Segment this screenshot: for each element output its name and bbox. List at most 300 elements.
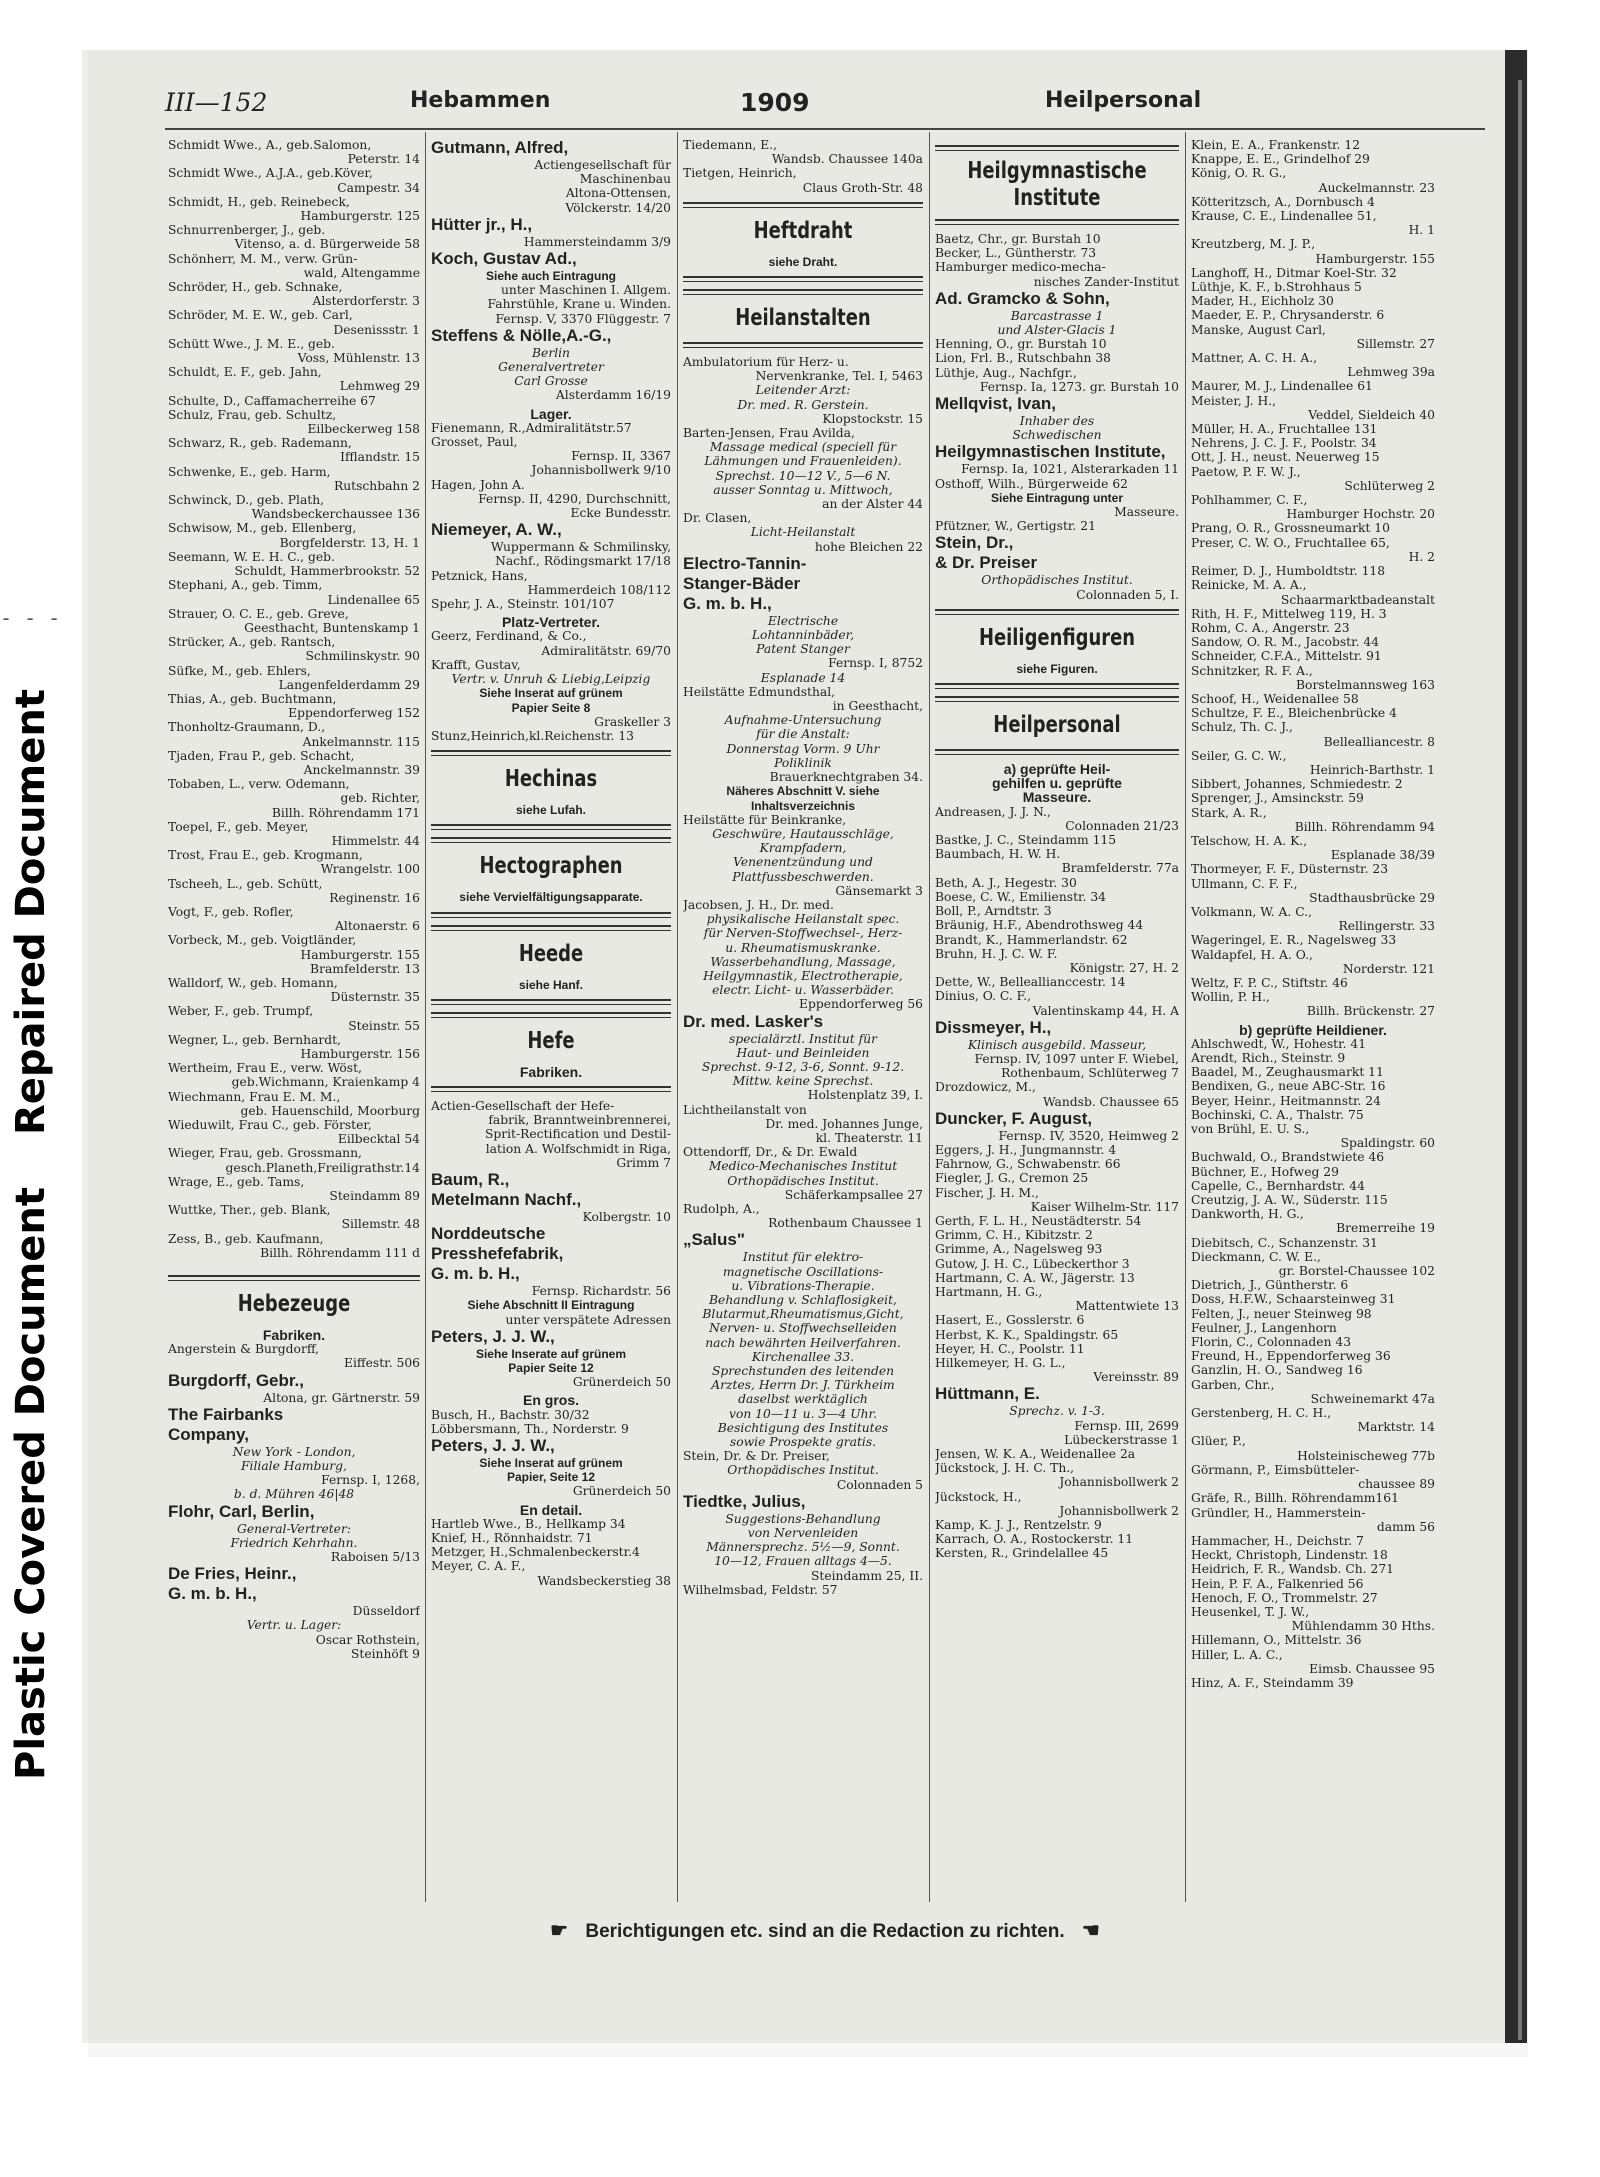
entry-detail: H. 2 [1408, 549, 1435, 564]
directory-entry [1191, 1165, 1435, 1179]
entry-detail: Johannisbollwerk 2 [1059, 1475, 1179, 1490]
directory-entry [1191, 749, 1435, 777]
directory-entry [168, 1146, 420, 1174]
entry-name: Stein, Dr. & Dr. Preiser, [683, 1449, 830, 1464]
section-heading: Heilanstalten [735, 305, 871, 332]
entry-name: Glüer, P., [1191, 1434, 1246, 1449]
section-rule [683, 289, 923, 295]
entry-name: Kersten, R., Grindelallee 45 [935, 1546, 1109, 1561]
entry-detail: Company, [168, 1424, 249, 1444]
section-rule [431, 1086, 671, 1092]
entry-detail: Kaiser Wilhelm-Str. 117 [1030, 1199, 1179, 1214]
directory-entry [168, 664, 420, 692]
directory-entry [935, 533, 1179, 601]
entry-detail: Mühlendamm 30 Hths. [1291, 1619, 1435, 1634]
entry-detail: Maschinenbau [579, 172, 671, 187]
entry-name: Kreutzberg, M. J. P., [1191, 237, 1316, 252]
entry-detail: Friedrich Kehrhahn. [230, 1535, 358, 1550]
entry-name: Schröder, H., geb. Schnake, [168, 280, 343, 295]
entry-name: „Salus" [683, 1230, 745, 1250]
directory-entry [1191, 308, 1435, 322]
section-rule [935, 219, 1179, 225]
entry-detail: Hamburgerstr. 125 [300, 209, 420, 224]
entry-name: Dr. Clasen, [683, 511, 752, 526]
entry-detail: Carl Grosse [514, 374, 588, 389]
entry-name: Peters, J. J. W., [431, 1326, 555, 1346]
entry-name: Capelle, C., Bernhardstr. 44 [1191, 1178, 1365, 1193]
entry-name: Knief, H., Rönnhaidstr. 71 [431, 1530, 593, 1545]
section-rule [935, 609, 1179, 615]
entry-detail: Peterstr. 14 [347, 152, 420, 167]
directory-entry [683, 1449, 923, 1492]
entry-name: Heidrich, F. R., Wandsb. Ch. 271 [1191, 1562, 1394, 1577]
directory-entry [1191, 649, 1435, 663]
column-divider [929, 132, 930, 1902]
entry-detail: Düsternstr. 35 [330, 990, 420, 1005]
entry-detail: Admiralitätstr. 69/70 [541, 643, 671, 658]
entry-detail: Raboisen 5/13 [330, 1550, 420, 1565]
repaired-document-stamp: Repaired Document [8, 689, 54, 1135]
directory-entry [935, 975, 1179, 989]
directory-entry [1191, 1676, 1435, 1690]
category-heading: En detail. [519, 1501, 583, 1518]
entry-name: Schmidt Wwe., A., geb.Salomon, [168, 138, 372, 152]
entry-detail: Grünerdeich 50 [572, 1484, 671, 1499]
directory-entry [1191, 1534, 1435, 1548]
directory-entry [1191, 806, 1435, 834]
entry-detail: Marktstr. 14 [1357, 1420, 1435, 1435]
directory-entry [935, 1171, 1179, 1185]
entry-detail: Filiale Hamburg, [241, 1459, 347, 1474]
directory-entry [168, 635, 420, 663]
entry-detail: Fernsp. I, 1268, [321, 1473, 420, 1488]
directory-entry [1191, 791, 1435, 805]
entry-name: Jückstock, J. H. C. Th., [935, 1461, 1075, 1476]
directory-entry [935, 477, 1179, 520]
entry-name: Weber, F., geb. Trumpf, [168, 1004, 314, 1019]
entry-name: Baetz, Chr., gr. Burstah 10 [935, 232, 1101, 246]
column-divider [677, 132, 678, 1902]
entry-detail: Billh. Röhrendamm 94 [1294, 819, 1435, 834]
entry-name: Hütter jr., H., [431, 214, 533, 234]
entry-name: Schwisow, M., geb. Ellenberg, [168, 521, 357, 536]
entry-detail: Besichtigung des Institutes [717, 1420, 889, 1435]
entry-name: Andreasen, J. J. N., [935, 804, 1051, 819]
directory-entry [168, 1342, 420, 1370]
page-footer [165, 1918, 1485, 1943]
directory-entry [168, 806, 420, 820]
directory-entry [683, 685, 923, 813]
entry-detail: Alsterdorferstr. 3 [312, 294, 420, 309]
entry-detail: Inhaltsverzeichnis [750, 798, 856, 813]
entry-name: Schmidt Wwe., A.J.A., geb.Köver, [168, 166, 373, 181]
entry-detail: Billh. Brückenstr. 27 [1306, 1004, 1435, 1019]
entry-detail: Geschwüre, Hautausschläge, [712, 826, 894, 841]
entry-detail: Graskeller 3 [594, 714, 671, 729]
directory-entry [1191, 1406, 1435, 1434]
entry-detail: Eppendorferweg 56 [798, 997, 923, 1012]
entry-name: Krause, C. E., Lindenallee 51, [1191, 209, 1377, 224]
entry-name: Drozdowicz, M., [935, 1080, 1036, 1095]
entry-detail: Haut- und Beinleiden [736, 1045, 870, 1060]
directory-entry [935, 1313, 1179, 1327]
directory-entry [935, 890, 1179, 904]
directory-entry [1191, 834, 1435, 862]
entry-detail: Ankelmannstr. 115 [302, 734, 420, 749]
directory-entry [168, 1405, 420, 1502]
directory-entry [683, 898, 923, 1012]
entry-name: Koch, Gustav Ad., [431, 249, 577, 269]
entry-detail: Heilgymnastischen Institute, [935, 442, 1166, 462]
entry-name: Felten, J., neuer Steinweg 98 [1191, 1306, 1372, 1321]
directory-entry [1191, 521, 1435, 535]
entry-name: von Brühl, E. U. S., [1191, 1122, 1310, 1137]
directory-entry [168, 252, 420, 280]
entry-name: Schuldt, E. F., geb. Jahn, [168, 365, 322, 380]
entry-name: Duncker, F. August, [935, 1108, 1093, 1128]
entry-detail: Wandsb. Chaussee 140a [771, 152, 923, 167]
directory-entry [1191, 877, 1435, 905]
directory-entry [168, 308, 420, 336]
entry-name: Hasert, E., Gosslerstr. 6 [935, 1313, 1085, 1328]
entry-detail: Presshefefabrik, [431, 1244, 564, 1264]
header-year: 1909 [740, 88, 810, 117]
entry-detail: Aufnahme-Untersuchung [724, 713, 882, 728]
entry-detail: Oscar Rothstein, [315, 1632, 420, 1647]
entry-detail: Schaarmarktbadeanstalt [1280, 592, 1435, 607]
directory-entry [935, 394, 1179, 477]
entry-name: Schneider, C.F.A., Mittelstr. 91 [1191, 649, 1382, 664]
entry-detail: Valentinskamp 44, H. A [1032, 1003, 1179, 1018]
entry-detail: sowie Prospekte gratis. [729, 1435, 877, 1450]
entry-detail: & Dr. Preiser [935, 553, 1038, 573]
entry-detail: Papier Seite 8 [511, 700, 591, 715]
entry-name: Boll, P., Arndtstr. 3 [935, 904, 1052, 919]
entry-name: Actien-Gesellschaft der Hefe- [431, 1098, 615, 1113]
directory-entry [168, 493, 420, 521]
entry-name: Spehr, J. A., Steinstr. 101/107 [431, 597, 615, 612]
entry-name: Strauer, O. C. E., geb. Greve, [168, 606, 349, 621]
entry-detail: Fernsp. IV, 1097 unter F. Wiebel, [974, 1051, 1179, 1066]
directory-entry [1191, 379, 1435, 393]
directory-entry [1191, 1037, 1435, 1051]
entry-name: Hillemann, O., Mittelstr. 36 [1191, 1633, 1362, 1648]
entry-name: Pfützner, W., Gertigstr. 21 [935, 519, 1096, 534]
entry-detail: Lehmweg 29 [339, 379, 420, 394]
entry-detail: Hamburgerstr. 155 [300, 947, 420, 962]
directory-entry [935, 1490, 1179, 1518]
directory-entry [935, 1214, 1179, 1228]
entry-name: Meyer, C. A. F., [431, 1559, 526, 1574]
category-heading: Lager. [530, 405, 572, 422]
entry-name: Flohr, Carl, Berlin, [168, 1501, 315, 1521]
entry-detail: Johannisbollwerk 2 [1059, 1503, 1179, 1518]
entry-detail: New York - London, [232, 1444, 356, 1459]
directory-entry [1191, 1122, 1435, 1150]
entry-detail: Steindamm 89 [329, 1189, 420, 1204]
directory-entry [168, 933, 420, 961]
entry-detail: Wasserbehandlung, Massage, [710, 954, 896, 969]
directory-entry [1191, 450, 1435, 464]
entry-name: Tiedtke, Julius, [683, 1491, 806, 1511]
directory-entry [168, 280, 420, 308]
entry-name: Baumbach, H. W. H. [935, 847, 1061, 862]
directory-entry [168, 337, 420, 365]
directory-entry [683, 1103, 923, 1146]
entry-name: Stark, A. R., [1191, 805, 1267, 820]
directory-entry [168, 138, 420, 166]
entry-detail: Sillemstr. 27 [1356, 336, 1435, 351]
directory-entry [431, 1099, 671, 1170]
directory-entry [431, 1531, 671, 1545]
entry-name: Hamburger medico-mecha- [935, 260, 1106, 275]
entry-detail: Rothenbaum Chaussee 1 [768, 1216, 923, 1231]
directory-entry [935, 1157, 1179, 1171]
entry-detail: Schuldt, Hammerbrookstr. 52 [234, 564, 420, 579]
directory-entry [168, 962, 420, 976]
directory-entry [168, 1502, 420, 1565]
directory-entry [168, 607, 420, 635]
entry-name: Dieckmann, C. W. E., [1191, 1249, 1321, 1264]
entry-name: Telschow, H. A. K., [1191, 833, 1308, 848]
directory-entry [1191, 607, 1435, 621]
entry-name: Wollin, P. H., [1191, 990, 1270, 1005]
entry-name: Hartleb Wwe., B., Hellkamp 34 [431, 1516, 626, 1531]
entry-detail: Rellingerstr. 33 [1338, 919, 1435, 934]
entry-name: Mattner, A. C. H. A., [1191, 351, 1318, 366]
directory-entry [168, 166, 420, 194]
section-subheading: siehe Lufah. [515, 803, 586, 818]
entry-detail: u. Vibrations-Therapie. [731, 1278, 875, 1293]
entry-name: Kamp, K. J. J., Rentzelstr. 9 [935, 1518, 1102, 1533]
directory-entry [683, 166, 923, 194]
directory-entry [431, 1517, 671, 1531]
directory-entry [935, 712, 1179, 739]
directory-entry [431, 729, 671, 743]
entry-detail: 10—12, Frauen alltags 4—5. [714, 1554, 892, 1569]
entry-detail: Wandsbeckerchaussee 136 [251, 507, 420, 522]
entry-name: Meister, J. H., [1191, 393, 1277, 408]
entry-name: Prang, O. R., Grossneumarkt 10 [1191, 521, 1390, 536]
directory-entry [1191, 1648, 1435, 1676]
entry-detail: unter verspätete Adressen [505, 1312, 671, 1327]
entry-name: Trost, Frau E., geb. Krogmann, [168, 848, 363, 863]
directory-entry [1191, 436, 1435, 450]
entry-detail: G. m. b. H., [683, 593, 772, 613]
entry-name: Karrach, O. A., Rostockerstr. 11 [935, 1532, 1134, 1547]
entry-name: Bochinski, C. A., Thalstr. 75 [1191, 1107, 1364, 1122]
entry-name: Tiedemann, E., [683, 138, 778, 152]
entry-detail: Norderstr. 121 [1342, 961, 1435, 976]
section-subheading: siehe Hanf. [518, 977, 584, 992]
directory-entry [1191, 1548, 1435, 1562]
directory-entry [1191, 166, 1435, 194]
entry-name: Doss, H.F.W., Schaarsteinweg 31 [1191, 1292, 1396, 1307]
directory-entry [168, 550, 420, 578]
entry-detail: Sprechst. 9-12, 3-6, Sonnt. 9-12. [701, 1059, 905, 1074]
directory-entry [683, 511, 923, 554]
directory-entry [1191, 777, 1435, 791]
entry-name: De Fries, Heinr., [168, 1564, 297, 1584]
directory-entry [1191, 635, 1435, 649]
entry-detail: daselbst werktäglich [738, 1392, 868, 1407]
section-rule [935, 683, 1179, 689]
directory-entry [431, 1559, 671, 1587]
directory-entry [683, 355, 923, 426]
directory-entry [431, 435, 671, 478]
entry-name: Brandt, K., Hammerlandstr. 62 [935, 932, 1128, 947]
entry-detail: Bramfelderstr. 13 [310, 961, 420, 976]
entry-name: Gerstenberg, H. C. H., [1191, 1406, 1332, 1421]
entry-name: Mellqvist, Ivan, [935, 394, 1056, 414]
directory-entry [935, 1328, 1179, 1342]
directory-entry [1191, 1463, 1435, 1491]
entry-name: Angerstein & Burgdorff, [168, 1342, 320, 1357]
entry-name: Volkmann, W. A. C., [1191, 904, 1312, 919]
entry-detail: Institut für elektro- [742, 1250, 864, 1265]
entry-detail: specialärztl. Institut für [729, 1031, 877, 1046]
entry-detail: Alsterdamm 16/19 [555, 388, 671, 403]
entry-name: Osthoff, Wilh., Bürgerweide 62 [935, 476, 1129, 491]
entry-name: Paetow, P. F. W. J., [1191, 464, 1301, 479]
entry-detail: Blutarmut,Rheumatismus,Gicht, [702, 1307, 904, 1322]
entry-name: Bastke, J. C., Steindamm 115 [935, 833, 1117, 848]
entry-name: Lüthje, Aug., Nachfgr., [935, 365, 1077, 380]
entry-name: Seiler, G. C. W., [1191, 748, 1287, 763]
entry-name: Schmidt, H., geb. Reinebeck, [168, 194, 350, 209]
entry-name: Heyer, H. C., Poolstr. 11 [935, 1341, 1085, 1356]
entry-detail: für Nerven-Stoffwechsel-, Herz- [703, 926, 903, 941]
section-heading: Institute [1013, 185, 1101, 211]
directory-entry [1191, 1378, 1435, 1406]
directory-entry [168, 436, 420, 464]
entry-detail: Siehe auch Eintragung [485, 269, 617, 284]
entry-name: Preser, C. W. O., Fruchtallee 65, [1191, 535, 1390, 550]
entry-detail: Siehe Eintragung unter [990, 490, 1123, 505]
entry-name: Hartmann, C. A. W., Jägerstr. 13 [935, 1270, 1135, 1285]
entry-name: Tjaden, Frau P., geb. Schacht, [168, 748, 355, 763]
entry-name: Schulz, Th. C. J., [1191, 720, 1293, 735]
entry-name: Wrage, E., geb. Tams, [168, 1174, 305, 1189]
entry-name: Gräfe, R., Billh. Röhrendamm161 [1191, 1491, 1399, 1506]
entry-detail: Stanger-Bäder [683, 573, 801, 593]
entry-detail: Wandsbeckerstieg 38 [537, 1573, 671, 1588]
entry-detail: Rothenbaum, Schlüterweg 7 [1001, 1066, 1179, 1081]
directory-entry [431, 658, 671, 729]
entry-name: Geerz, Ferdinand, & Co., [431, 629, 587, 644]
entry-detail: Patent Stanger [756, 642, 850, 657]
section-rule [683, 202, 923, 208]
entry-detail: Steinstr. 55 [348, 1018, 420, 1033]
entry-name: Schröder, M. E. W., geb. Carl, [168, 308, 353, 323]
entry-detail: unter Maschinen I. Allgem. [501, 283, 671, 298]
directory-entry [935, 519, 1179, 533]
entry-detail: Massage medical (speciell für [709, 440, 897, 455]
entry-detail: in Geesthacht, [832, 699, 923, 714]
entry-detail: Langenfelderdamm 29 [278, 677, 420, 692]
entry-detail: geb. Richter, [340, 791, 420, 806]
entry-detail: Arztes, Herrn Dr. J. Türkheim [711, 1378, 895, 1393]
directory-entry [1191, 1633, 1435, 1647]
directory-entry [683, 218, 923, 269]
entry-name: Ahlschwedt, W., Hohestr. 41 [1191, 1036, 1367, 1051]
directory-entry [431, 138, 671, 215]
directory-entry [431, 249, 671, 326]
entry-detail: Altona, gr. Gärtnerstr. 59 [263, 1390, 420, 1405]
directory-entry [168, 1175, 420, 1203]
entry-detail: Heinrich-Barthstr. 1 [1309, 762, 1435, 777]
entry-detail: physikalische Heilanstalt spec. [706, 912, 900, 927]
directory-entry [935, 847, 1179, 875]
directory-entry [168, 848, 420, 876]
section-rule [431, 837, 671, 843]
entry-detail: Voss, Mühlenstr. 13 [297, 351, 420, 366]
entry-detail: electr. Licht- u. Wasserbäder. [712, 983, 894, 998]
entry-name: Görmann, P., Eimsbütteler- [1191, 1462, 1360, 1477]
entry-name: Vorbeck, M., geb. Voigtländer, [168, 933, 357, 948]
entry-detail: Nervenkranke, Tel. I, 5463 [755, 369, 923, 384]
entry-detail: Esplanade 38/39 [1330, 848, 1435, 863]
entry-detail: Colonnaden 5 [836, 1477, 923, 1492]
entry-detail: hohe Bleichen 22 [814, 539, 923, 554]
section-heading: Hefe [527, 1027, 575, 1054]
directory-entry [1191, 195, 1435, 209]
directory-entry [168, 692, 420, 720]
entry-name: Creutzig, J. A. W., Süderstr. 115 [1191, 1193, 1388, 1208]
section-heading: Hechinas [504, 766, 598, 793]
directory-entry [431, 1408, 671, 1422]
directory-entry [431, 421, 671, 435]
entry-name: Dankworth, H. G., [1191, 1207, 1304, 1222]
entry-detail: Desenissstr. 1 [333, 322, 420, 337]
directory-entry [935, 833, 1179, 847]
entry-detail: Himmelstr. 44 [331, 833, 420, 848]
entry-name: Tietgen, Heinrich, [683, 166, 797, 181]
entry-detail: von 10—11 u. 3—4 Uhr. [729, 1406, 877, 1421]
directory-entry [168, 749, 420, 777]
directory-entry [431, 1393, 671, 1407]
directory-entry [1191, 237, 1435, 265]
directory-entry [168, 578, 420, 606]
entry-detail: u. Rheumatismuskranke. [725, 940, 881, 955]
directory-entry [1191, 664, 1435, 692]
entry-detail: Siehe Abschnitt II Eintragung [467, 1298, 635, 1313]
directory-entry [935, 762, 1179, 805]
directory-entry [1191, 976, 1435, 990]
entry-name: Ullmann, C. F. F., [1191, 876, 1298, 891]
directory-entry [168, 1203, 420, 1231]
directory-entry [683, 1145, 923, 1202]
entry-detail: General-Vertreter: [237, 1521, 351, 1536]
directory-entry [1191, 621, 1435, 635]
directory-entry [1191, 1562, 1435, 1576]
directory-entry [935, 1186, 1179, 1214]
directory-entry [168, 195, 420, 223]
category-heading: a) geprüfte Heil- [1003, 761, 1111, 778]
entry-detail: Anckelmannstr. 39 [303, 762, 420, 777]
directory-entry [1191, 294, 1435, 308]
entry-detail: fabrik, Branntweinbrennerei, [488, 1113, 671, 1128]
entry-detail: von Nervenleiden [747, 1526, 859, 1541]
directory-entry [431, 1224, 671, 1327]
directory-entry [935, 366, 1179, 394]
entry-detail: Eiffestr. 506 [344, 1356, 420, 1371]
entry-detail: Orthopädisches Institut. [727, 1173, 879, 1188]
entry-detail: Stadthausbrücke 29 [1309, 890, 1435, 905]
directory-entry [168, 976, 420, 1004]
entry-detail: Schäferkampsallee 27 [784, 1187, 923, 1202]
directory-entry [1191, 536, 1435, 564]
